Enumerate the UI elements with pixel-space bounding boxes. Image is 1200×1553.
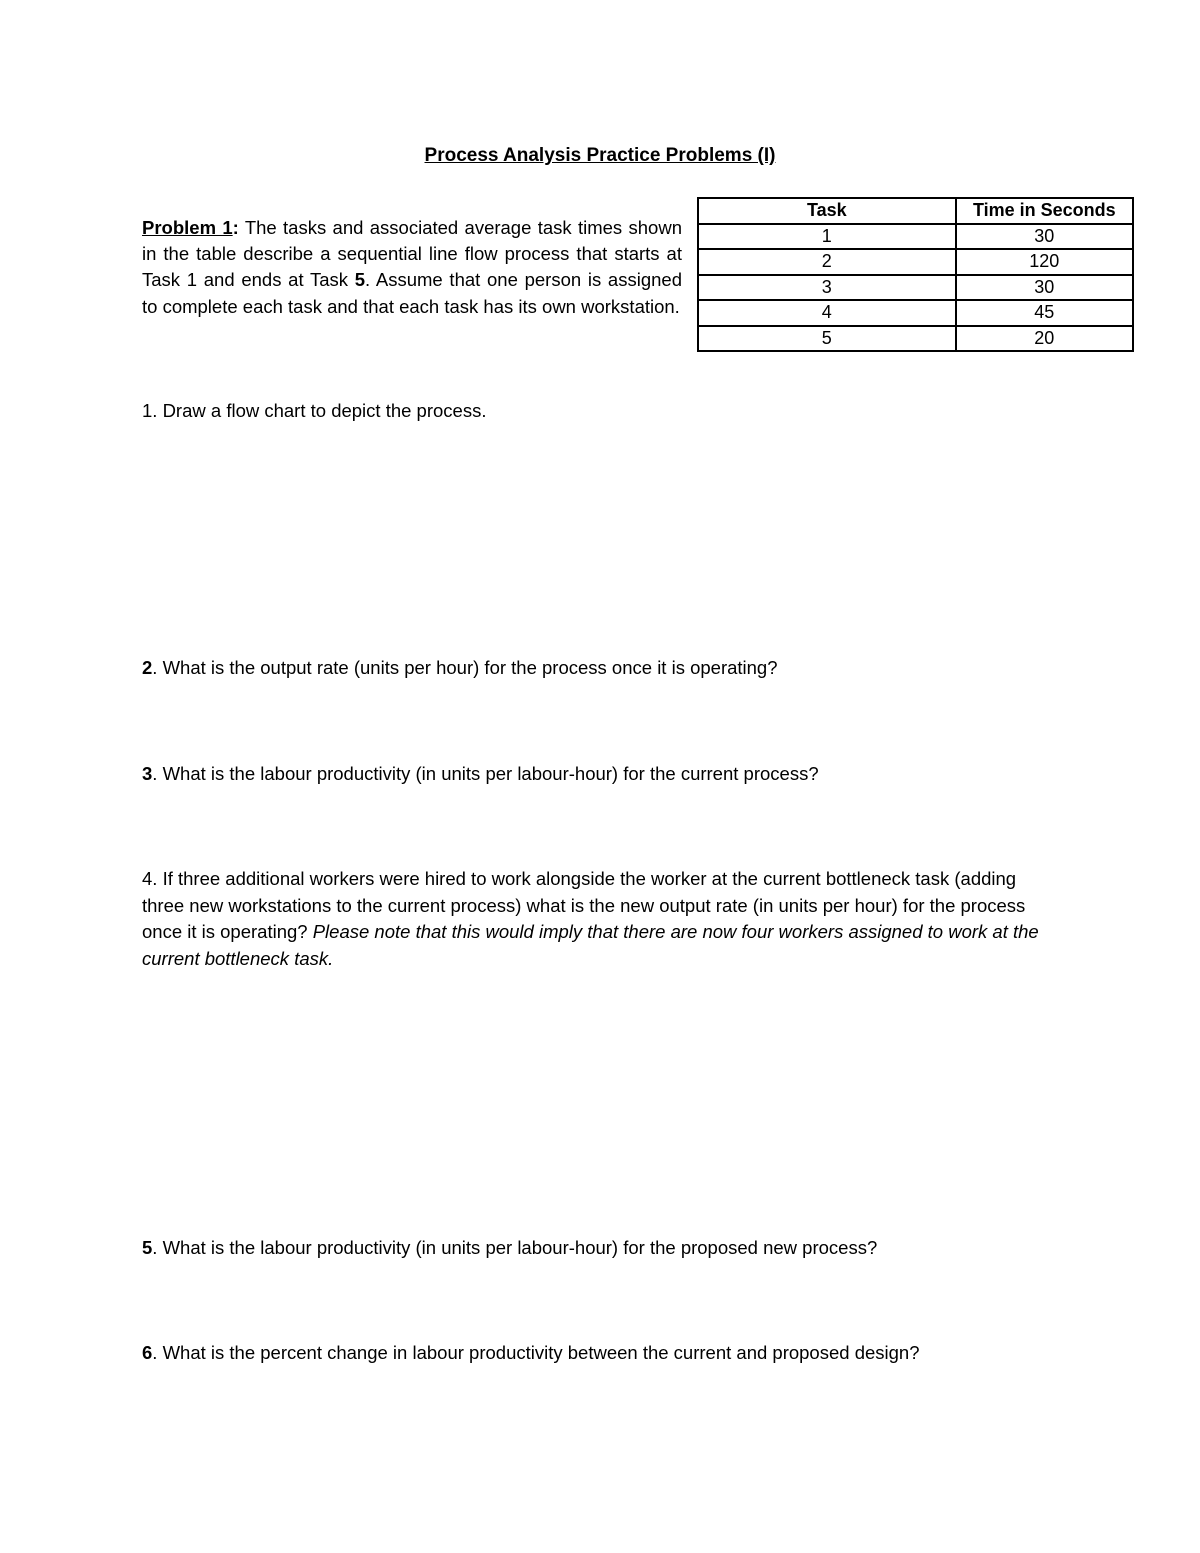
question-1-text: . Draw a flow chart to depict the process. [152,400,487,421]
question-3 [142,761,1052,788]
cell-time: 30 [956,224,1133,250]
cell-time: 45 [956,300,1133,326]
question-2 [142,655,1052,682]
cell-time: 30 [956,275,1133,301]
question-3-number: 3 [142,763,153,784]
problem-text-b: . Assume that one person is assigned to complete each task and that each task has its own workstation. [142,269,682,317]
table-row [698,326,1133,352]
question-5-number: 5 [142,1237,153,1258]
problem-colon: : [232,217,239,238]
question-6 [142,1340,1052,1367]
header-task: Task [698,198,956,224]
problem-label: Problem 1 [142,217,233,238]
problem-intro [142,215,682,320]
task-time-table [697,197,1134,352]
question-1-number: 1 [142,400,153,421]
question-3-text: . What is the labour productivity (in units per labour-hour) for the current process? [152,763,819,784]
question-6-text: . What is the percent change in labour productivity between the current and proposed design? [152,1342,920,1363]
page-title: Process Analysis Practice Problems (I) [424,145,776,166]
question-5-text: . What is the labour productivity (in units per labour-hour) for the proposed new process? [152,1237,878,1258]
header-time: Time in Seconds [956,198,1133,224]
problem-task-end: 5 [354,269,366,291]
cell-task: 5 [698,326,956,352]
question-5 [142,1235,1052,1262]
table-row [698,300,1133,326]
cell-task: 1 [698,224,956,250]
cell-task: 3 [698,275,956,301]
cell-time: 120 [956,249,1133,275]
table-row [698,224,1133,250]
question-6-number: 6 [142,1342,153,1363]
question-4-number: 4 [142,868,153,889]
problem-text-a: The tasks and associated average task times shown in the table describe a sequential line flow process that starts at Task 1 and ends at Task [142,217,682,291]
table-row [698,249,1133,275]
cell-time: 20 [956,326,1133,352]
question-4-note: Please note that this would imply that there are now four workers assigned to work at the current bottleneck task. [142,921,1039,969]
question-4 [142,866,1052,972]
cell-task: 2 [698,249,956,275]
question-4-text: . If three additional workers were hired to work alongside the worker at the current bottleneck task (adding three new workstations to the current process) what is the new output rate (in units per hour) for the process once it is operating? [142,868,1026,942]
question-1 [142,398,1052,425]
table-header-row [698,198,1133,224]
table-row [698,275,1133,301]
question-2-number: 2 [142,657,153,678]
question-2-text: . What is the output rate (units per hour) for the process once it is operating? [152,657,778,678]
cell-task: 4 [698,300,956,326]
